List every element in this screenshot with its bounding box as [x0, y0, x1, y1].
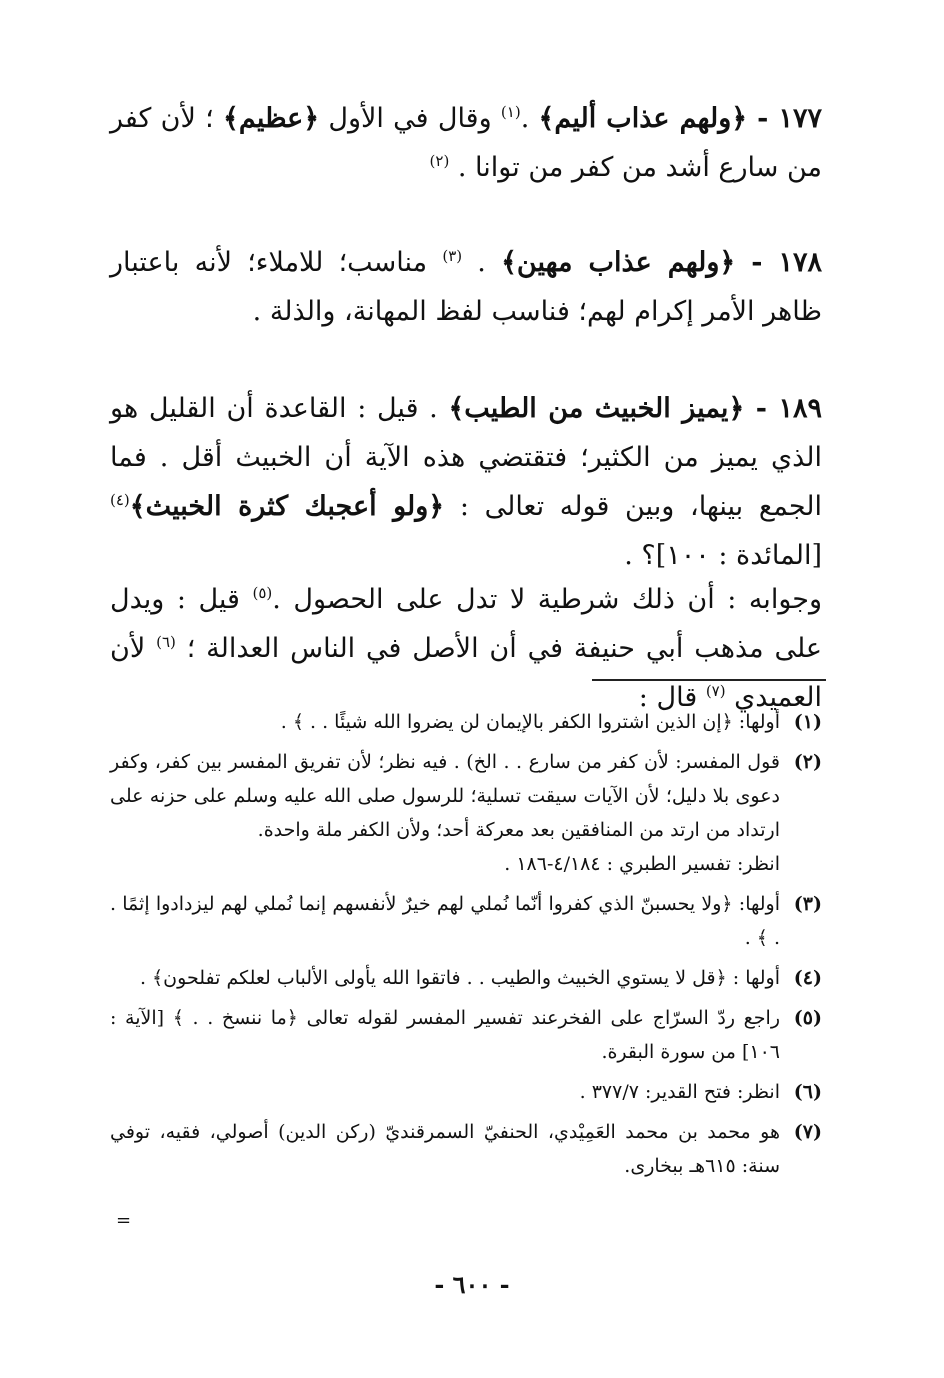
footnote-text-group — [110, 745, 780, 881]
dash: - — [735, 247, 779, 278]
footnote-number: (٦) — [793, 1081, 822, 1103]
dash: - — [747, 103, 779, 134]
paragraph-189 — [110, 384, 822, 580]
footnote-ref[interactable]: (٧) — [705, 682, 726, 700]
quran-quote: ﴿ولهم عذاب أليم﴾ — [538, 103, 748, 134]
footnote-number: (١) — [793, 711, 822, 733]
text-segment: وقال في الأول — [319, 103, 501, 134]
footnote-text: أولها : ﴿قل لا يستوي الخبيث والطيب . . فاتقوا الله يأولى الألباب لعلكم تفلحون﴾ . — [139, 967, 780, 989]
text-segment: . قيل : القاعدة أن القليل هو الذي يميز من الكثير؛ فتقتضي هذه الآية أن الخبيث أقل . فما الجمع بينها، وبين قوله تعالى : — [110, 393, 823, 522]
text-segment: . — [462, 247, 502, 278]
verse-number: ١٨٩ — [778, 393, 822, 424]
text-segment: لأن العميدي — [110, 633, 822, 713]
footnote-ref[interactable]: (٣) — [442, 247, 463, 265]
footnotes — [110, 705, 822, 1189]
quran-quote: ﴿عظيم﴾ — [223, 103, 320, 134]
footnote-number: (٧) — [793, 1121, 822, 1143]
footnote-5 — [110, 1001, 822, 1069]
paragraph-177 — [110, 94, 822, 192]
footnote-ref[interactable]: (١) — [500, 103, 521, 121]
footnote-ref[interactable]: (٥) — [252, 584, 273, 602]
text-segment: مناسب؛ للاملاء؛ لأنه باعتبار ظاهر الأمر إكرام لهم؛ فناسب لفظ المهانة، والذلة . — [110, 247, 822, 327]
footnote-separator — [592, 679, 826, 681]
page-number: - ٦٠٠ - — [434, 1270, 510, 1299]
footnote-ref[interactable]: (٤) — [110, 491, 130, 509]
footnote-ref[interactable]: (٦) — [156, 633, 176, 651]
text-segment: ؛ لأن كفر من سارع أشد من كفر من توانا . — [110, 103, 822, 183]
quran-quote: ﴿ولو أعجبك كثرة الخبيث﴾ — [129, 491, 445, 522]
footnote-3 — [110, 887, 822, 955]
footnote-6 — [110, 1075, 822, 1109]
footnote-4 — [110, 961, 822, 995]
footnote-1 — [110, 705, 822, 739]
footnote-reference: انظر: تفسير الطبري : ٤/١٨٤-١٨٦ . — [504, 853, 780, 875]
paragraph-178 — [110, 238, 822, 336]
footnote-ref[interactable]: (٢) — [429, 152, 450, 170]
dash: - — [744, 393, 779, 424]
footnote-text: راجع ردّ السرّاج على الفخرعند تفسير المفسر لقوله تعالى ﴿ما ننسخ . . ﴾ [الآية : ١٠٦] من سورة البقرة. — [110, 1007, 780, 1063]
text-segment: قال : — [638, 682, 706, 713]
verse-number: ١٧٧ — [778, 103, 822, 134]
footnote-number: (٤) — [793, 967, 822, 989]
footnote-number: (٣) — [793, 893, 822, 915]
footnote-number: (٥) — [793, 1007, 822, 1029]
footnote-2 — [110, 745, 822, 881]
footnote-number: (٢) — [793, 751, 822, 773]
continuation-mark: = — [116, 1210, 132, 1231]
verse-number: ١٧٨ — [778, 247, 822, 278]
paragraph-answer — [110, 575, 822, 722]
text-segment: . — [520, 103, 539, 134]
footnote-text: أولها: ﴿ولا يحسبنّ الذي كفروا أنّما نُملي لهم خيرٌ لأنفسهم إنما نُملي لهم ليزدادوا إثمًا . . ﴾ . — [110, 893, 780, 949]
text-segment: [المائدة : ١٠٠]؟ . — [624, 540, 822, 571]
quran-quote: ﴿ولهم عذاب مهين﴾ — [501, 247, 736, 278]
footnote-text: قول المفسر: لأن كفر من سارع . . الخ) . فيه نظر؛ لأن تفريق المفسر بين كفر، وكفر دعوى بلا دليل؛ لأن الآيات سيقت تسلية؛ للرسول صلى الله عليه وسلم على حزنه على ارتداد من ارتد من المنافقين بعد معركة أحد؛ ولأن الكفر ملة واحدة. — [110, 751, 780, 841]
text-segment: وجوابه : أن ذلك شرطية لا تدل على الحصول . — [272, 584, 822, 615]
footnote-text: انظر: فتح القدير: ٣٧٧/٧ . — [579, 1081, 780, 1103]
quran-quote: ﴿يميز الخبيث من الطيب﴾ — [448, 393, 745, 424]
text-segment: قيل : ويدل على مذهب أبي حنيفة في أن الأصل في الناس العدالة ؛ — [110, 584, 822, 664]
footnote-text: هو محمد بن محمد العَمِيْدي، الحنفيّ السمرقنديّ (ركن الدين) أصولي، فقيه، توفي سنة: ٦١٥هـ ببخارى. — [110, 1121, 780, 1177]
footnote-text: أولها: ﴿إن الذين اشتروا الكفر بالإيمان لن يضروا الله شيئًا . . ﴾ . — [280, 711, 780, 733]
footnote-7 — [110, 1115, 822, 1183]
